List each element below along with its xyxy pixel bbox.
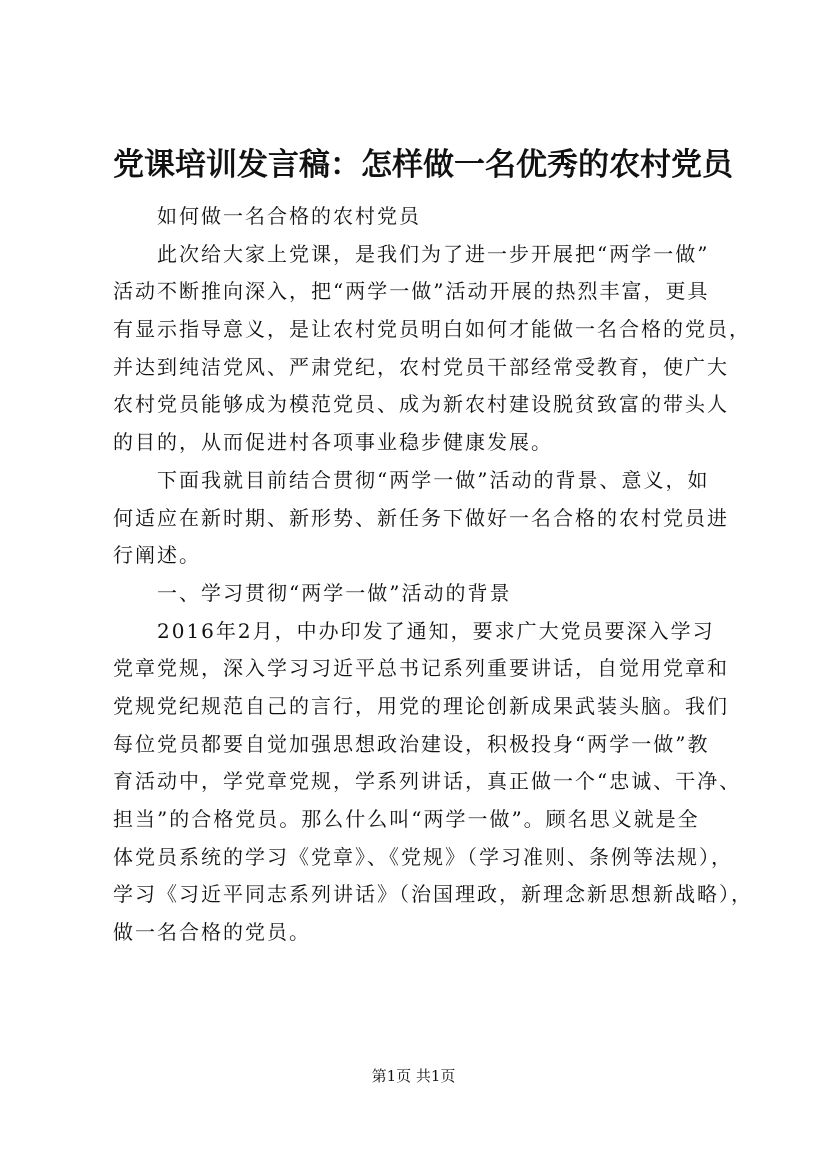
paragraph-line: 担当”的合格党员。那么什么叫“两学一做”。顾名思义就是全	[113, 807, 700, 831]
page-footer: 第1页 共1页	[371, 1067, 456, 1085]
paragraph-line: 的目的，从而促进村各项事业稳步健康发展。	[113, 430, 553, 455]
paragraph-line: 每位党员都要自觉加强思想政治建设，积极投身“两学一做”教	[113, 731, 710, 756]
paragraph-line: 学习《习近平同志系列讲话》（治国理政，新理念新思想新战略），	[113, 882, 753, 907]
paragraph-line: 下面我就目前结合贯彻“两学一做”活动的背景、意义，如	[157, 467, 710, 492]
paragraph-line: 有显示指导意义，是让农村党员明白如何才能做一名合格的党员，	[113, 317, 751, 342]
paragraph-line: 行阐述。	[113, 543, 201, 568]
paragraph-line: 育活动中，学党章党规，学系列讲话，真正做一个“忠诚、干净、	[113, 769, 742, 794]
paragraph-line: 党规党纪规范自己的言行，用党的理论创新成果武装头脑。我们	[113, 693, 729, 718]
document-body	[113, 198, 753, 952]
paragraph-line: 体党员系统的学习《党章》、《党规》（学习准则、条例等法规），	[113, 844, 733, 869]
paragraph-line: 2016年2月，中办印发了通知，要求广大党员要深入学习	[157, 618, 715, 643]
section-subtitle: 如何做一名合格的农村党员	[157, 204, 421, 228]
paragraph-line: 何适应在新时期、新形势、新任务下做好一名合格的农村党员进	[113, 505, 729, 530]
document-title: 党课培训发言稿：怎样做一名优秀的农村党员	[113, 147, 733, 183]
paragraph-line: 农村党员能够成为模范党员、成为新农村建设脱贫致富的带头人	[113, 392, 729, 417]
paragraph-line: 党章党规，深入学习习近平总书记系列重要讲话，自觉用党章和	[113, 656, 729, 681]
paragraph-line: 活动不断推向深入，把“两学一做”活动开展的热烈丰富，更具	[113, 279, 710, 304]
paragraph-line: 做一名合格的党员。	[113, 920, 311, 945]
paragraph-line: 此次给大家上党课，是我们为了进一步开展把“两学一做”	[157, 241, 710, 266]
paragraph-line: 并达到纯洁党风、严肃党纪，农村党员干部经常受教育，使广大	[113, 354, 729, 379]
section-heading: 一、学习贯彻“两学一做”活动的背景	[157, 580, 512, 605]
